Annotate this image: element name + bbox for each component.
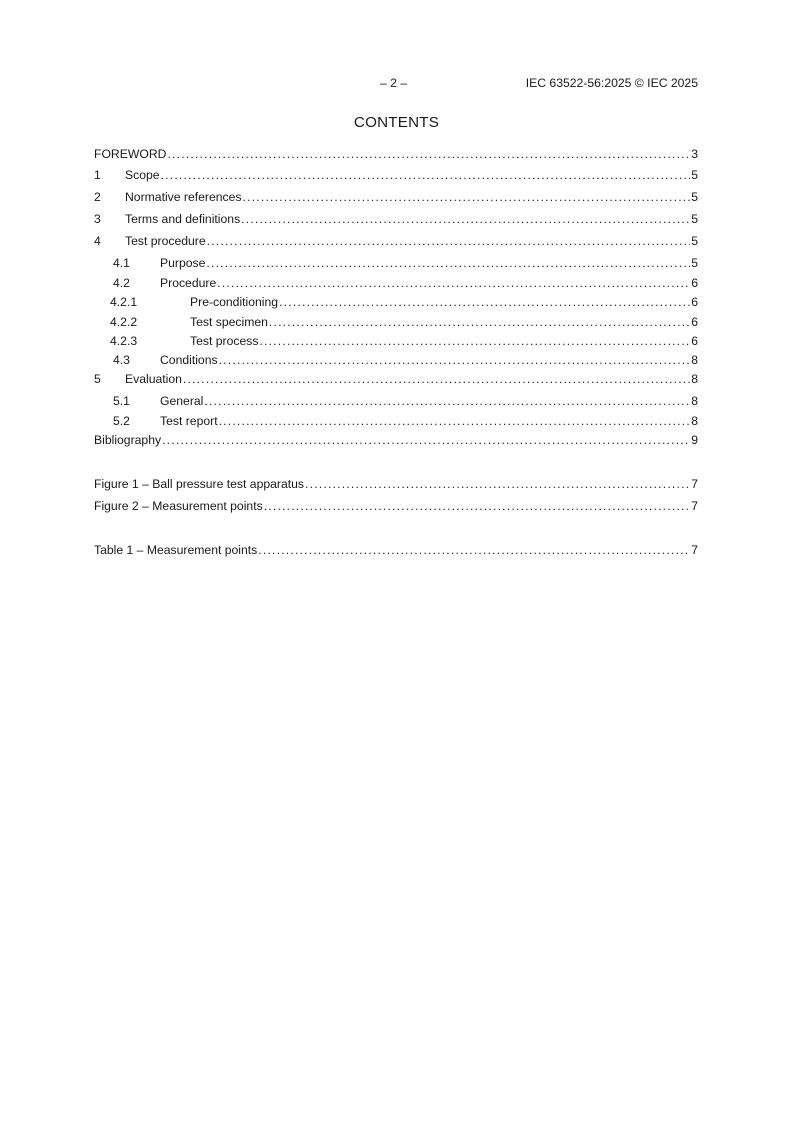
- dot-leader: [264, 498, 691, 514]
- dot-leader: [243, 189, 691, 205]
- toc-number: 4.2.1: [110, 295, 138, 309]
- toc-page: 6: [691, 334, 698, 348]
- dot-leader: [161, 167, 691, 183]
- document-reference: IEC 63522-56:2025 © IEC 2025: [525, 76, 698, 90]
- toc-number: 4.2.2: [110, 315, 138, 329]
- toc-entry-general[interactable]: [94, 393, 698, 409]
- toc-number: 5: [94, 372, 101, 386]
- toc-page: 8: [691, 394, 698, 408]
- dot-leader: [258, 542, 690, 558]
- toc-number: 4.3: [113, 353, 130, 367]
- toc-number: 4.2: [113, 276, 130, 290]
- figure-entry-1[interactable]: [94, 476, 698, 492]
- toc-number: 1: [94, 168, 101, 182]
- dot-leader: [241, 211, 690, 227]
- toc-page: 8: [691, 372, 698, 386]
- toc-entry-test-report[interactable]: [94, 413, 698, 429]
- dot-leader: [219, 413, 691, 429]
- toc-page: 3: [691, 147, 698, 161]
- toc-entry-purpose[interactable]: [94, 255, 698, 271]
- dot-leader: [305, 476, 690, 492]
- toc-title: Purpose: [160, 256, 206, 270]
- toc-page: 5: [691, 234, 698, 248]
- dot-leader: [217, 275, 690, 291]
- figure-title: Figure 2 – Measurement points: [94, 499, 263, 513]
- toc-title: Test report: [160, 414, 218, 428]
- toc-title: Normative references: [125, 190, 242, 204]
- toc-entry-evaluation[interactable]: [94, 371, 698, 387]
- toc-page: 5: [691, 190, 698, 204]
- toc-entry-foreword[interactable]: [94, 146, 698, 162]
- toc-title: Pre-conditioning: [190, 295, 279, 309]
- dot-leader: [162, 432, 690, 448]
- toc-number: 4: [94, 234, 101, 248]
- toc-entry-scope[interactable]: [94, 167, 698, 183]
- dot-leader: [206, 255, 690, 271]
- toc-title: FOREWORD: [94, 147, 167, 161]
- toc-entry-normative-references[interactable]: [94, 189, 698, 205]
- dot-leader: [279, 294, 690, 310]
- toc-number: 2: [94, 190, 101, 204]
- toc-page: 5: [691, 168, 698, 182]
- toc-entry-pre-conditioning[interactable]: [94, 294, 698, 310]
- toc-page: 6: [691, 276, 698, 290]
- toc-title: Test procedure: [125, 234, 206, 248]
- toc-entry-conditions[interactable]: [94, 352, 698, 368]
- toc-title: Terms and definitions: [125, 212, 241, 226]
- table-title: Table 1 – Measurement points: [94, 543, 258, 557]
- toc-entry-test-specimen[interactable]: [94, 314, 698, 330]
- toc-page: 9: [691, 433, 698, 447]
- toc-page: 6: [691, 315, 698, 329]
- toc-title: Bibliography: [94, 433, 162, 447]
- toc-number: 5.1: [113, 394, 130, 408]
- toc-page: 5: [691, 256, 698, 270]
- toc-title: Evaluation: [125, 372, 182, 386]
- toc-number: 3: [94, 212, 101, 226]
- dot-leader: [259, 333, 690, 349]
- dot-leader: [183, 371, 690, 387]
- toc-page: 5: [691, 212, 698, 226]
- toc-title: Test process: [190, 334, 259, 348]
- table-page: 7: [691, 543, 698, 557]
- page-number: – 2 –: [380, 76, 408, 90]
- table-entry-1[interactable]: [94, 542, 698, 558]
- toc-page: 8: [691, 353, 698, 367]
- toc-number: 5.2: [113, 414, 130, 428]
- toc-page: 6: [691, 295, 698, 309]
- figure-title: Figure 1 – Ball pressure test apparatus: [94, 477, 305, 491]
- toc-page: 8: [691, 414, 698, 428]
- figure-page: 7: [691, 477, 698, 491]
- dot-leader: [167, 146, 690, 162]
- toc-entry-test-procedure[interactable]: [94, 233, 698, 249]
- toc-title: Scope: [125, 168, 160, 182]
- toc-number: 4.1: [113, 256, 130, 270]
- dot-leader: [269, 314, 690, 330]
- dot-leader: [219, 352, 691, 368]
- figure-entry-2[interactable]: [94, 498, 698, 514]
- dot-leader: [204, 393, 690, 409]
- toc-entry-procedure[interactable]: [94, 275, 698, 291]
- figure-page: 7: [691, 499, 698, 513]
- toc-title: Conditions: [160, 353, 218, 367]
- toc-entry-bibliography[interactable]: [94, 432, 698, 448]
- toc-title: General: [160, 394, 204, 408]
- dot-leader: [207, 233, 691, 249]
- toc-number: 4.2.3: [110, 334, 138, 348]
- toc-entry-test-process[interactable]: [94, 333, 698, 349]
- page-header: [0, 76, 793, 92]
- toc-entry-terms-and-definitions[interactable]: [94, 211, 698, 227]
- toc-title: Procedure: [160, 276, 217, 290]
- toc-title: Test specimen: [190, 315, 268, 329]
- contents-heading: CONTENTS: [353, 114, 440, 131]
